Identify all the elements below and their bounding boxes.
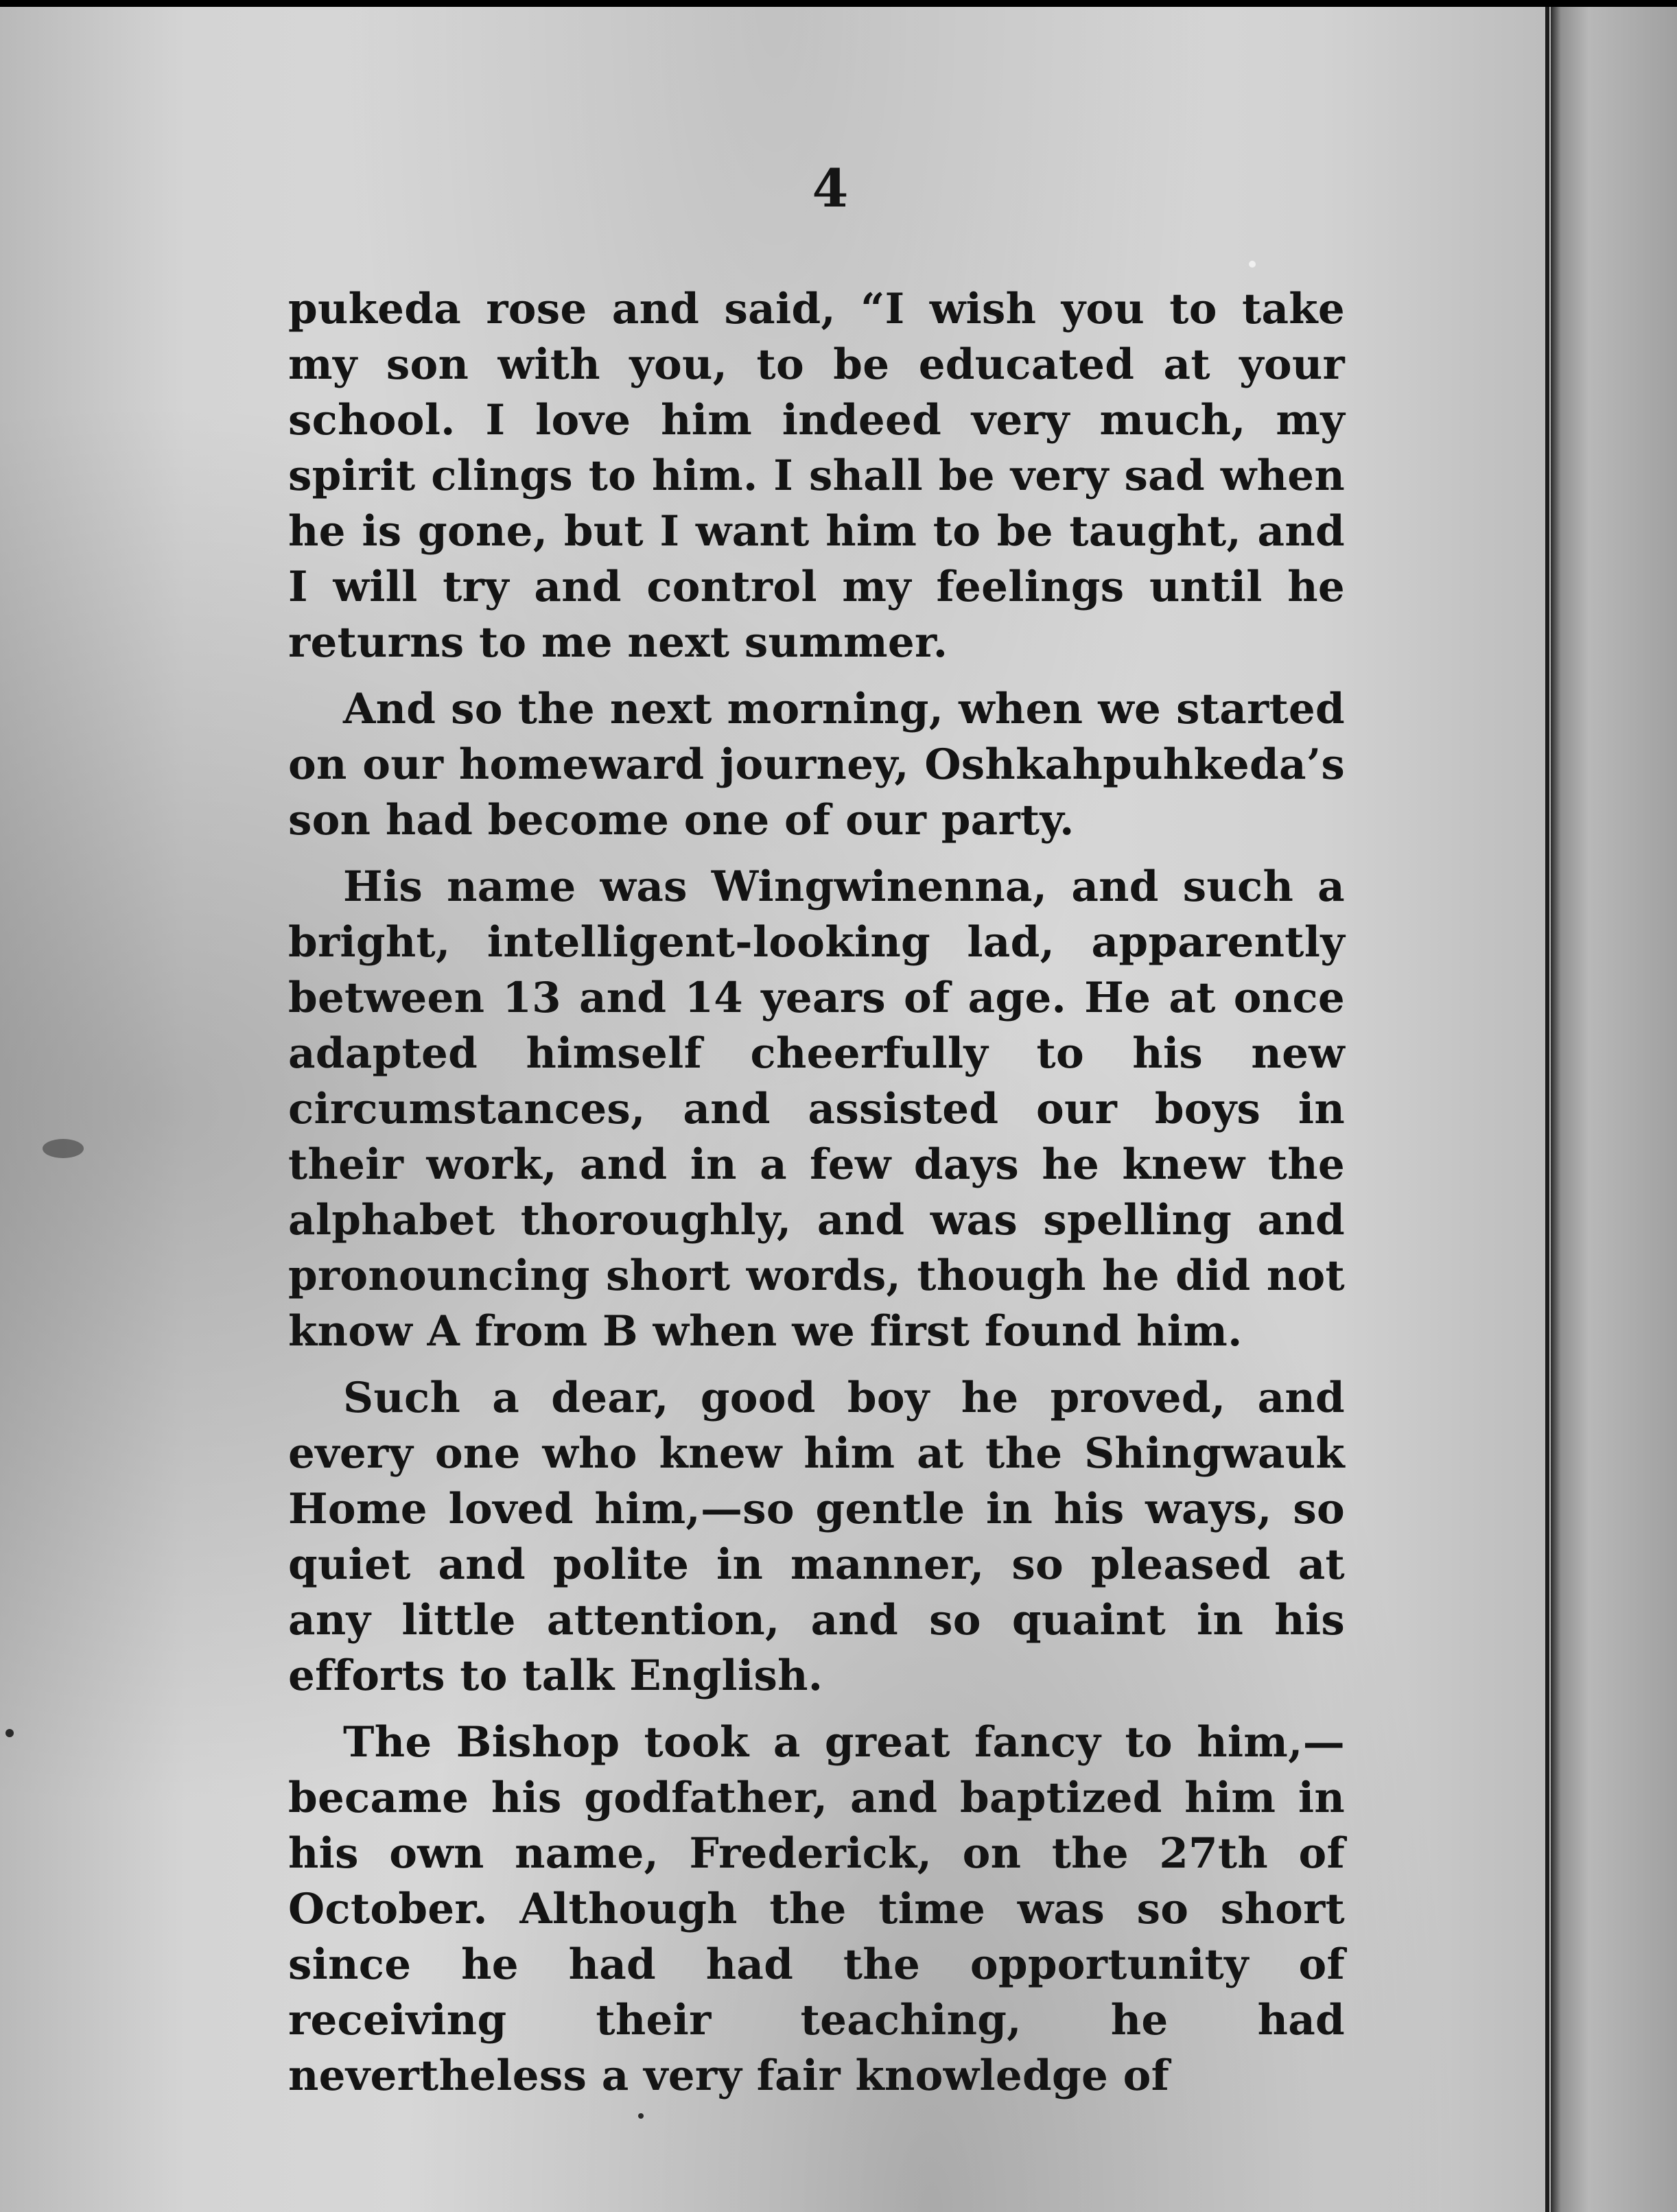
ink-speck bbox=[638, 2113, 644, 2119]
paragraph-4: Such a dear, good boy he proved, and every one who knew him at the Shingwauk Home loved him,—so gentle in his ways, so quiet and polite in manner, so pleased at any little attention, and so quaint in his efforts to talk English. bbox=[288, 1374, 1345, 1700]
paragraph-1: pukeda rose and said, “I wish you to take my son with you, to be educated at your school. I love him indeed very much, my spirit clings to him. I shall be very sad when he is gone, but I want him to be taught, and I will try and control my feelings until he returns to me next summer. bbox=[288, 285, 1345, 667]
body-text bbox=[288, 281, 1345, 2115]
paragraph-5: The Bishop took a great fancy to him,—became his godfather, and baptized him in his own name, Frederick, on the 27th of October. Although the time was so short since he had had the opportunity of receiving their teaching, he had nevertheless a very fair knowledge of bbox=[288, 1718, 1345, 2100]
page-fold bbox=[1545, 0, 1549, 2212]
adjacent-page-edge bbox=[1551, 0, 1677, 2212]
ink-speck bbox=[43, 1139, 84, 1158]
ink-speck bbox=[5, 1729, 14, 1737]
paragraph-3: His name was Wingwinenna, and such a bright, intelligent-looking lad, apparently between 13 and 14 years of age. He at once adapted himself cheerfully to his new circumstances, and assisted our boys in their work, and in a few days he knew the alphabet thoroughly, and was spelling and pronouncing short words, though he did not know A from B when we first found him. bbox=[288, 862, 1345, 1356]
scan-border bbox=[0, 0, 1677, 7]
ink-speck bbox=[1249, 261, 1256, 268]
paragraph-2: And so the next morning, when we started on our homeward journey, Oshkahpuhkeda’s son had become one of our party. bbox=[288, 685, 1345, 845]
page-number: 4 bbox=[812, 158, 849, 219]
